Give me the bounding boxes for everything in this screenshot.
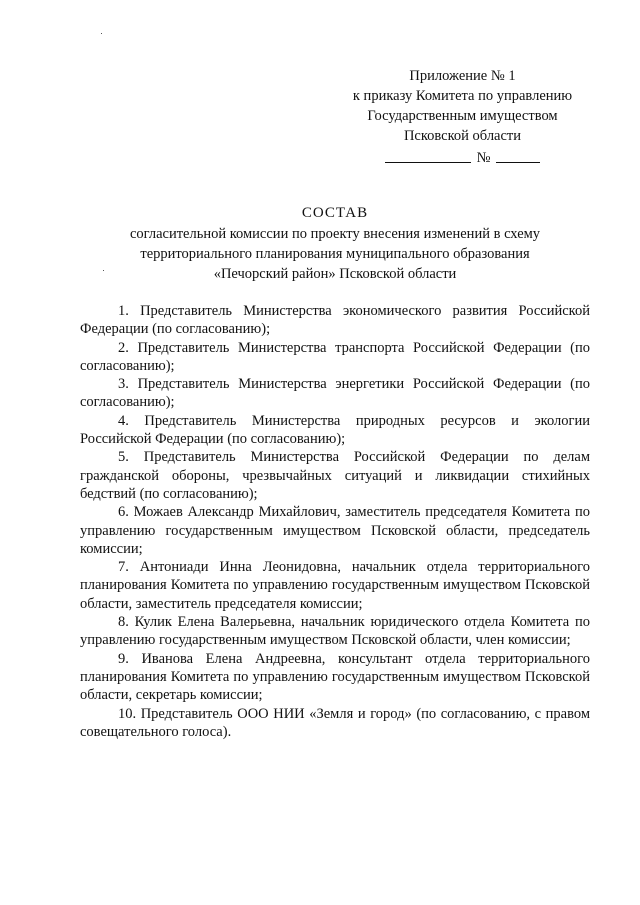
subtitle-line: территориального планирования муниципального образования: [140, 246, 530, 262]
appendix-region: Псковской области: [403, 128, 522, 144]
subtitle-line: согласительной комиссии по проекту внесения изменений в схему: [129, 226, 541, 242]
list-item: 7. Антониади Инна Леонидовна, начальник отдела территориального планирования Комитета по управлению государственным имуществом Псковской области, заместитель председателя комиссии;: [80, 559, 590, 612]
subtitle-line: «Печорский район» Псковской области: [213, 266, 457, 282]
number-blank: [496, 148, 540, 163]
appendix-committee: Государственным имуществом: [367, 108, 558, 124]
list-item: 1. Представитель Министерства экономического развития Российской Федерации (по согласованию);: [80, 303, 590, 338]
document-subtitle: [80, 224, 590, 284]
list-item: 10. Представитель ООО НИИ «Земля и город» (по согласованию, с правом совещательного голоса).: [80, 705, 590, 740]
document-title: СОСТАВ: [301, 205, 369, 221]
appendix-title: Приложение № 1: [409, 68, 516, 84]
date-number-line: [340, 148, 585, 168]
list-item: 2. Представитель Министерства транспорта Российской Федерации (по согласованию);: [80, 339, 590, 374]
list-item: 8. Кулик Елена Валерьевна, начальник юридического отдела Комитета по управлению государственным имуществом Псковской области, член комиссии;: [80, 614, 590, 649]
date-blank: [385, 148, 471, 163]
number-sign: №: [476, 150, 491, 166]
scan-speck: [101, 33, 102, 34]
appendix-block: [340, 66, 585, 168]
list-item: 5. Представитель Министерства Российской Федерации по делам гражданской обороны, чрезвычайных ситуаций и ликвидации стихийных бедствий (по согласованию);: [80, 449, 590, 502]
list-item: 3. Представитель Министерства энергетики Российской Федерации (по согласованию);: [80, 376, 590, 411]
member-list: [80, 302, 590, 741]
heading-block: [80, 203, 590, 284]
list-item: 9. Иванова Елена Андреевна, консультант отдела территориального планирования Комитета по управлению государственным имуществом Псковской области, секретарь комиссии;: [80, 650, 590, 704]
list-item: 6. Можаев Александр Михайлович, заместитель председателя Комитета по управлению государственным имуществом Псковской области, председатель комиссии;: [80, 504, 590, 557]
appendix-order-ref: к приказу Комитета по управлению: [352, 88, 573, 104]
list-item: 4. Представитель Министерства природных ресурсов и экологии Российской Федерации (по согласованию);: [80, 412, 590, 448]
